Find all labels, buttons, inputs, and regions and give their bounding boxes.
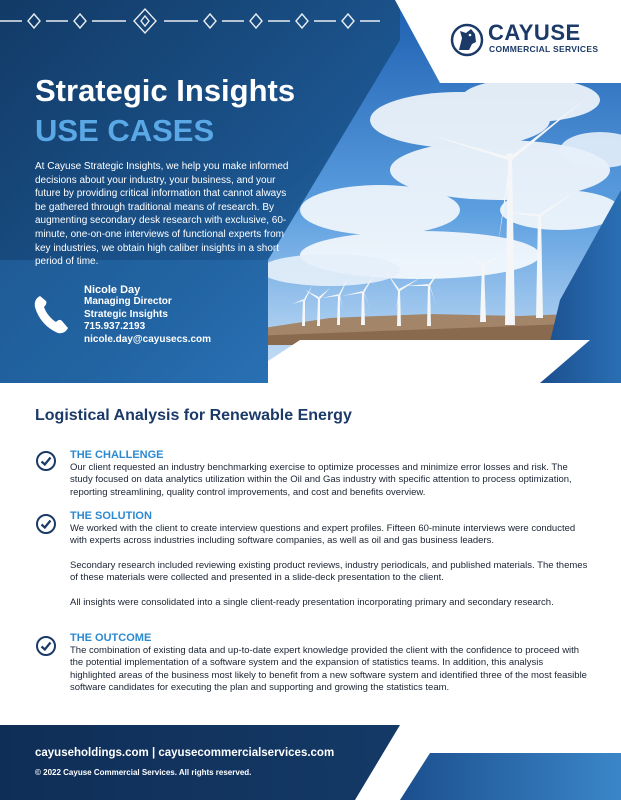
contact-department: Strategic Insights (84, 308, 168, 320)
page-title: Strategic Insights (35, 73, 296, 108)
contact-role: Managing Director (84, 296, 172, 308)
hero-banner (0, 0, 621, 383)
outcome-paragraph: The combination of existing data and up-to-date expert knowledge provided the client with the confidence to proceed with the potential implementation of a software system and the expansion of statistics teams. In addition, this analysis highlighted areas of the business most likely to benefit from a new software system and identified three of the most feasible software candidates for executing the plan and supporting and growing the statistics team. (70, 645, 587, 694)
challenge-heading: THE CHALLENGE (70, 449, 164, 461)
contact-info (84, 284, 284, 346)
outcome-text (70, 645, 590, 707)
logo-name: CAYUSE (488, 20, 581, 45)
challenge-paragraph: Our client requested an industry benchmarking exercise to optimize processes and minimize error losses and risk. The study focused on data analytics utilization within the Oil and Gas industry with specific attention to process optimization, reporting streamlining, quality control improvements, and cost and benefits overview. (70, 462, 572, 498)
footer (0, 725, 621, 800)
phone-icon (32, 293, 70, 335)
solution-text (70, 523, 590, 621)
solution-heading: THE SOLUTION (70, 510, 152, 522)
contact-email[interactable]: nicole.day@cayusecs.com (84, 333, 212, 345)
checkmark-icon (35, 635, 57, 657)
logo-subtitle: COMMERCIAL SERVICES (489, 44, 599, 54)
footer-background (0, 725, 621, 800)
intro-paragraph: At Cayuse Strategic Insights, we help you make informed decisions about your industry, your business, and your future by providing critical information that cannot always be gathered through traditional means of research. By augmenting secondary desk research with exclusive, 60-minute, one-on-one interviews of functional experts from key industries, we obtain high caliber insights in a short period of time. (35, 161, 289, 268)
solution-paragraph: Secondary research included reviewing existing product reviews, industry periodicals, and published materials. The themes of these materials were collected and presented in a slide-deck presentation to the client. (70, 559, 588, 584)
horse-head-logo-icon (450, 20, 484, 60)
copyright-text: © 2022 Cayuse Commercial Services. All rights reserved. (35, 768, 252, 777)
solution-paragraph: All insights were consolidated into a single client-ready presentation incorporating primary and secondary research. (70, 596, 554, 608)
page-subtitle: USE CASES (35, 113, 215, 148)
checkmark-icon (35, 450, 57, 472)
checkmark-icon (35, 513, 57, 535)
outcome-heading: THE OUTCOME (70, 632, 152, 644)
solution-paragraph: We worked with the client to create interview questions and expert profiles. Fifteen 60-minute interviews were conducted with experts across industries including software companies, as well as oil and gas business leaders. (70, 523, 576, 547)
section-title: Logistical Analysis for Renewable Energy (35, 407, 352, 424)
company-logo (450, 18, 610, 62)
contact-name: Nicole Day (84, 284, 141, 296)
contact-phone[interactable]: 715.937.2193 (84, 321, 146, 333)
footer-links[interactable]: cayuseholdings.com | cayusecommercialservices.com (35, 747, 335, 759)
challenge-text (70, 462, 590, 511)
